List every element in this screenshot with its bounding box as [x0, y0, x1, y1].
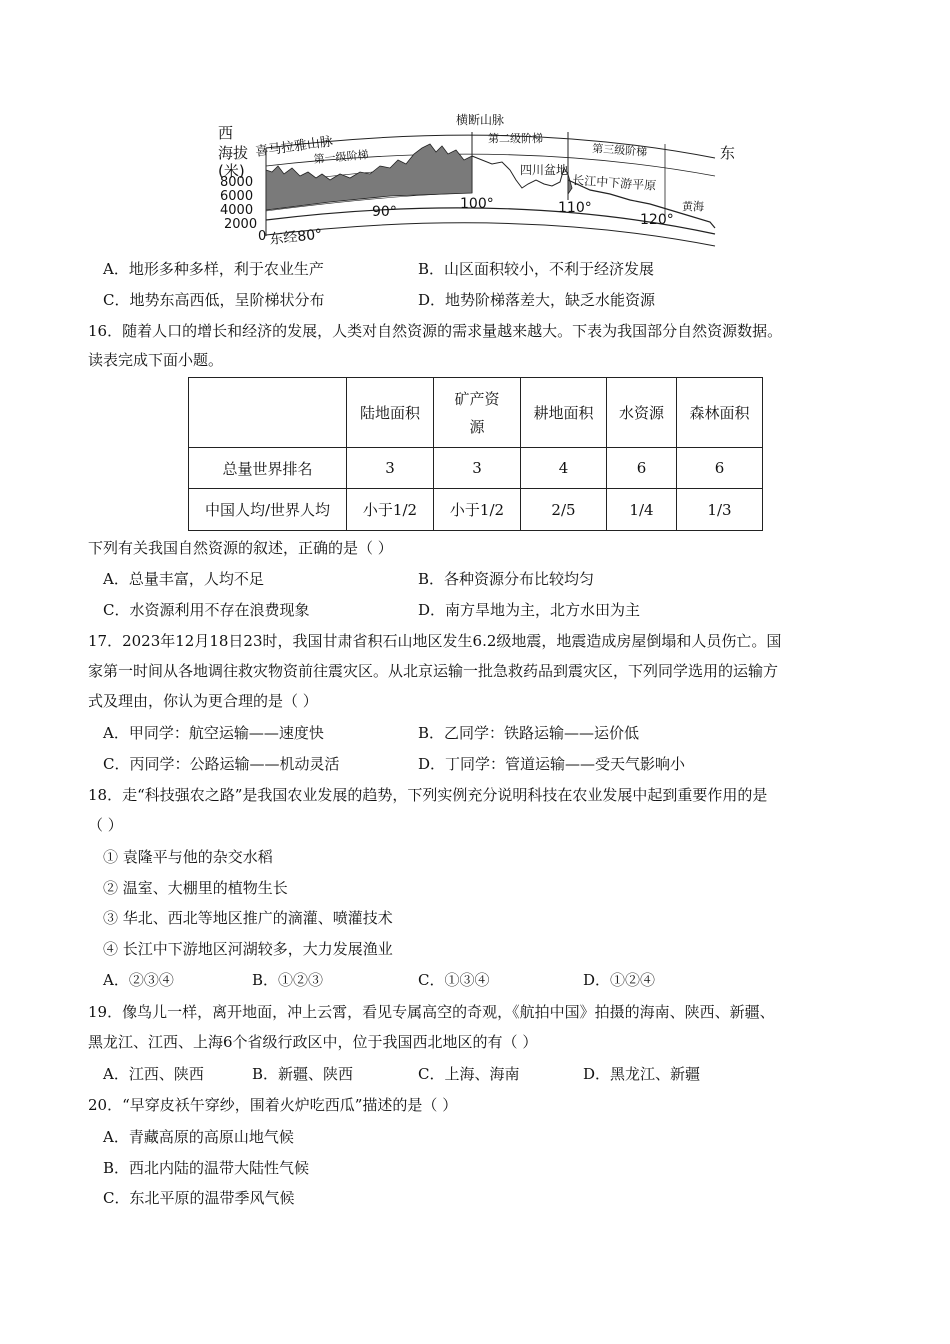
resource-table — [188, 377, 763, 531]
east-label: 东 — [720, 144, 736, 162]
table-cell: 4 — [521, 448, 607, 489]
row-label: 中国人均/世界人均 — [189, 489, 347, 531]
west-label: 西 — [218, 124, 234, 142]
q17-line1: 17．2023年12月18日23时，我国甘肃省积石山地区发生6.2级地震，地震造成房屋倒塌和人员伤亡。国 — [88, 632, 782, 650]
label-hengduan: 横断山脉 — [456, 113, 505, 127]
xtick-110: 110° — [558, 200, 592, 216]
q16-option-d[interactable]: D．南方旱地为主，北方水田为主 — [418, 601, 641, 619]
ytick-0: 0 — [258, 229, 267, 244]
q15-option-b[interactable]: B．山区面积较小，不利于经济发展 — [418, 260, 655, 278]
ytick-2000: 2000 — [224, 217, 258, 232]
q16-question: 下列有关我国自然资源的叙述，正确的是（ ） — [88, 539, 393, 557]
q16-option-a[interactable]: A．总量丰富，人均不足 — [103, 570, 264, 588]
label-yellow-sea: 黄海 — [682, 200, 704, 213]
q17-option-a[interactable]: A．甲同学：航空运输——速度快 — [103, 724, 324, 742]
q19-line2: 黑龙江、江西、上海6个省级行政区中，位于我国西北地区的有（ ） — [88, 1033, 538, 1051]
table-cell: 2/5 — [521, 489, 607, 531]
q18-item-2: ② 温室、大棚里的植物生长 — [103, 879, 288, 897]
q18-option-d[interactable]: D．①②④ — [583, 971, 656, 989]
q18-option-b[interactable]: B．①②③ — [252, 971, 324, 989]
q16-stem-line2: 读表完成下面小题。 — [88, 351, 224, 369]
table-header-forest: 森林面积 — [677, 378, 763, 448]
xtick-100: 100° — [460, 196, 494, 212]
q15-option-c[interactable]: C．地势东高西低，呈阶梯状分布 — [103, 291, 325, 309]
table-cell: 1/3 — [677, 489, 763, 531]
table-cell: 3 — [347, 448, 434, 489]
label-yangtze: 长江中下游平原 — [571, 173, 657, 193]
table-cell: 6 — [677, 448, 763, 489]
q18-line1: 18．走“科技强农之路”是我国农业发展的趋势，下列实例充分说明科技在农业发展中起到重要作用的是 — [88, 786, 768, 804]
q18-option-c[interactable]: C．①③④ — [418, 971, 490, 989]
q15-option-a[interactable]: A．地形多种多样，利于农业生产 — [103, 260, 324, 278]
label-step1: 第一级阶梯 — [313, 148, 370, 166]
q17-option-b[interactable]: B．乙同学：铁路运输——运价低 — [418, 724, 640, 742]
q16-option-b[interactable]: B．各种资源分布比较均匀 — [418, 570, 595, 588]
q17-option-c[interactable]: C．丙同学：公路运输——机动灵活 — [103, 755, 340, 773]
xtick-120: 120° — [640, 212, 674, 228]
q17-option-d[interactable]: D．丁同学：管道运输——受天气影响小 — [418, 755, 686, 773]
table-cell: 3 — [434, 448, 521, 489]
q17-line3: 式及理由，你认为更合理的是（ ） — [88, 692, 318, 710]
q20-option-c[interactable]: C．东北平原的温带季风气候 — [103, 1189, 295, 1207]
ytick-6000: 6000 — [220, 189, 254, 204]
q18-item-4: ④ 长江中下游地区河湖较多，大力发展渔业 — [103, 940, 393, 958]
table-header-farmland: 耕地面积 — [521, 378, 607, 448]
q16-option-c[interactable]: C．水资源利用不存在浪费现象 — [103, 601, 310, 619]
label-step3: 第三级阶梯 — [591, 142, 648, 159]
ytick-8000: 8000 — [220, 175, 254, 190]
table-row — [189, 489, 763, 531]
q19-line1: 19．像鸟儿一样，离开地面，冲上云霄，看见专属高空的奇观，《航拍中国》拍摄的海南、陕西、新疆、 — [88, 1003, 775, 1021]
row-label: 总量世界排名 — [189, 448, 347, 489]
ytick-4000: 4000 — [220, 203, 254, 218]
ylabel-altitude: 海拔 — [218, 144, 249, 162]
q20-line1: 20．“早穿皮袄午穿纱，围着火炉吃西瓜”描述的是（ ） — [88, 1096, 458, 1114]
q19-option-b[interactable]: B．新疆、陕西 — [252, 1065, 354, 1083]
table-header-water: 水资源 — [607, 378, 677, 448]
xtick-90: 90° — [372, 204, 397, 220]
q19-option-a[interactable]: A．江西、陕西 — [103, 1065, 204, 1083]
label-himalaya: 喜马拉雅山脉 — [254, 134, 334, 160]
q18-line2: （ ） — [88, 816, 123, 834]
table-header-mineral: 矿产资 源 — [434, 378, 521, 448]
q19-option-c[interactable]: C．上海、海南 — [418, 1065, 520, 1083]
q19-option-d[interactable]: D．黑龙江、新疆 — [583, 1065, 701, 1083]
q18-item-1: ① 袁隆平与他的杂交水稻 — [103, 848, 273, 866]
q15-option-d[interactable]: D．地势阶梯落差大，缺乏水能资源 — [418, 291, 656, 309]
q20-option-a[interactable]: A．青藏高原的高原山地气候 — [103, 1128, 294, 1146]
q20-option-b[interactable]: B．西北内陆的温带大陆性气候 — [103, 1159, 310, 1177]
table-cell: 小于1/2 — [347, 489, 434, 531]
table-header-land: 陆地面积 — [347, 378, 434, 448]
q17-line2: 家第一时间从各地调往救灾物资前往震灾区。从北京运输一批急救药品到震灾区，下列同学选用的运输方 — [88, 662, 779, 680]
label-step2: 第二级阶梯 — [488, 132, 543, 145]
q18-option-a[interactable]: A．②③④ — [103, 971, 174, 989]
table-row — [189, 448, 763, 489]
q18-item-3: ③ 华北、西北等地区推广的滴灌、喷灌技术 — [103, 909, 393, 927]
q16-stem-line1: 16．随着人口的增长和经济的发展，人类对自然资源的需求量越来越大。下表为我国部分自然资源数据。 — [88, 322, 783, 340]
label-sichuan: 四川盆地 — [520, 163, 569, 177]
xtick-80: 东经80° — [268, 226, 323, 248]
table-cell: 小于1/2 — [434, 489, 521, 531]
table-header-row — [189, 378, 763, 448]
ylabel-unit: (米) — [218, 162, 245, 180]
table-cell: 1/4 — [607, 489, 677, 531]
table-header-empty — [189, 378, 347, 448]
table-cell: 6 — [607, 448, 677, 489]
terrain-profile-diagram — [210, 108, 750, 250]
